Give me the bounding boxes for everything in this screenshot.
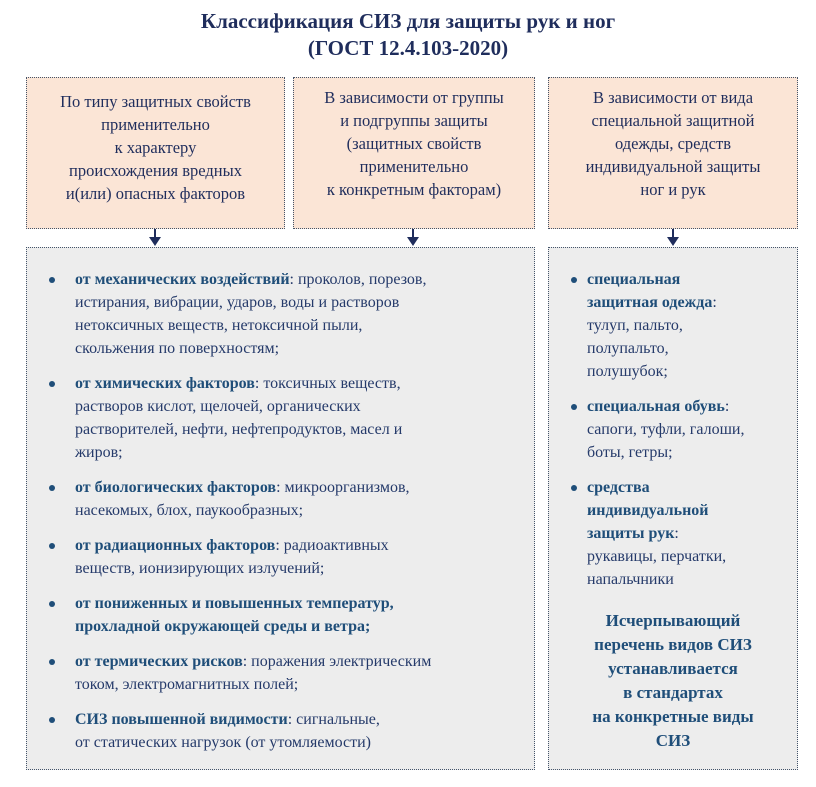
category-box-clothing-type bbox=[548, 77, 798, 229]
text-line: жиров; bbox=[75, 444, 123, 461]
text-line: В зависимости от вида bbox=[592, 88, 754, 107]
text-line: (защитных свойств bbox=[346, 134, 482, 153]
item-heading: защитная одежда bbox=[587, 294, 713, 311]
item-heading: специальная обувь bbox=[587, 398, 725, 415]
title-line-2: (ГОСТ 12.4.103-2020) bbox=[307, 36, 509, 60]
text-line: происхождения вредных bbox=[69, 161, 242, 180]
text-line: полушубок; bbox=[587, 363, 668, 380]
list-item bbox=[27, 708, 534, 754]
item-heading: индивидуальной bbox=[587, 502, 709, 519]
text: : сигнальные, bbox=[287, 711, 380, 728]
category-box-protection-group bbox=[293, 77, 535, 229]
list-item bbox=[27, 534, 534, 580]
text: : bbox=[724, 398, 730, 415]
text-line: нетоксичных веществ, нетоксичной пыли, bbox=[75, 317, 363, 334]
item-heading: СИЗ повышенной видимости bbox=[75, 711, 288, 728]
list-item bbox=[27, 476, 534, 522]
item-heading: от пониженных и повышенных температур, bbox=[75, 595, 394, 612]
text: : проколов, порезов, bbox=[289, 271, 427, 288]
text-line: В зависимости от группы bbox=[324, 88, 504, 107]
text-line: полупальто, bbox=[587, 340, 669, 357]
note-line: устанавливается bbox=[608, 659, 738, 678]
text-line: применительно bbox=[359, 157, 469, 176]
text-line: растворителей, нефти, нефтепродуктов, масел и bbox=[75, 421, 403, 438]
note-line: в стандартах bbox=[623, 683, 723, 702]
text-line: тулуп, пальто, bbox=[587, 317, 683, 334]
text: : радиоактивных bbox=[275, 537, 389, 554]
item-heading: защиты рук bbox=[587, 525, 675, 542]
text: : токсичных веществ, bbox=[254, 375, 401, 392]
text-line: По типу защитных свойств bbox=[60, 92, 251, 111]
text: : поражения электрическим bbox=[242, 653, 432, 670]
text-line: ног и рук bbox=[640, 180, 706, 199]
list-item bbox=[27, 650, 534, 696]
list-item bbox=[549, 268, 797, 383]
note-line: СИЗ bbox=[655, 731, 691, 750]
factors-list-box bbox=[26, 247, 535, 770]
text-line: одежды, средств bbox=[614, 134, 732, 153]
text: : bbox=[712, 294, 717, 311]
item-heading: от биологических факторов bbox=[75, 479, 277, 496]
arrow-down-icon bbox=[412, 229, 414, 239]
text-line: специальной защитной bbox=[591, 111, 755, 130]
item-heading-line: прохладной окружающей среды и ветра; bbox=[75, 618, 371, 635]
clothing-types-box bbox=[548, 247, 798, 770]
text-line: сапоги, туфли, галоши, bbox=[587, 421, 745, 438]
item-heading: от химических факторов bbox=[75, 375, 255, 392]
text: : микроорганизмов, bbox=[276, 479, 410, 496]
note-line: Исчерпывающий bbox=[605, 611, 741, 630]
category-box-protective-properties bbox=[26, 77, 285, 229]
list-item bbox=[27, 372, 534, 464]
title-line-1: Классификация СИЗ для защиты рук и ног bbox=[200, 9, 616, 33]
list-item bbox=[27, 592, 534, 638]
arrow-down-icon bbox=[154, 229, 156, 239]
text-line: растворов кислот, щелочей, органических bbox=[75, 398, 361, 415]
item-heading: специальная bbox=[587, 271, 681, 288]
exhaustive-list-note bbox=[549, 609, 797, 753]
text-line: индивидуальной защиты bbox=[585, 157, 761, 176]
text-line: насекомых, блох, паукообразных; bbox=[75, 502, 304, 519]
item-heading: от механических воздействий bbox=[75, 271, 290, 288]
text-line: напальчники bbox=[587, 571, 674, 588]
text-line: к характеру bbox=[114, 138, 197, 157]
list-item bbox=[549, 395, 797, 464]
note-line: перечень видов СИЗ bbox=[594, 635, 752, 654]
text-line: рукавицы, перчатки, bbox=[587, 548, 727, 565]
list-item bbox=[549, 476, 797, 591]
note-line: на конкретные виды bbox=[592, 707, 754, 726]
text-line: от статических нагрузок (от утомляемости) bbox=[75, 734, 371, 751]
diagram-title bbox=[0, 8, 816, 62]
item-heading: от термических рисков bbox=[75, 653, 243, 670]
text-line: боты, гетры; bbox=[587, 444, 673, 461]
text-line: истирания, вибрации, ударов, воды и растворов bbox=[75, 294, 400, 311]
item-heading: средства bbox=[587, 479, 650, 496]
item-heading: от радиационных факторов bbox=[75, 537, 276, 554]
list-item bbox=[27, 268, 534, 360]
text-line: применительно bbox=[101, 115, 210, 134]
arrow-down-icon bbox=[672, 229, 674, 239]
text-line: к конкретным факторам) bbox=[326, 180, 502, 199]
text-line: током, электромагнитных полей; bbox=[75, 676, 299, 693]
text-line: веществ, ионизирующих излучений; bbox=[75, 560, 325, 577]
text-line: и подгруппы защиты bbox=[340, 111, 488, 130]
text-line: скольжения по поверхностям; bbox=[75, 340, 280, 357]
text-line: и(или) опасных факторов bbox=[65, 184, 246, 203]
text: : bbox=[674, 525, 679, 542]
